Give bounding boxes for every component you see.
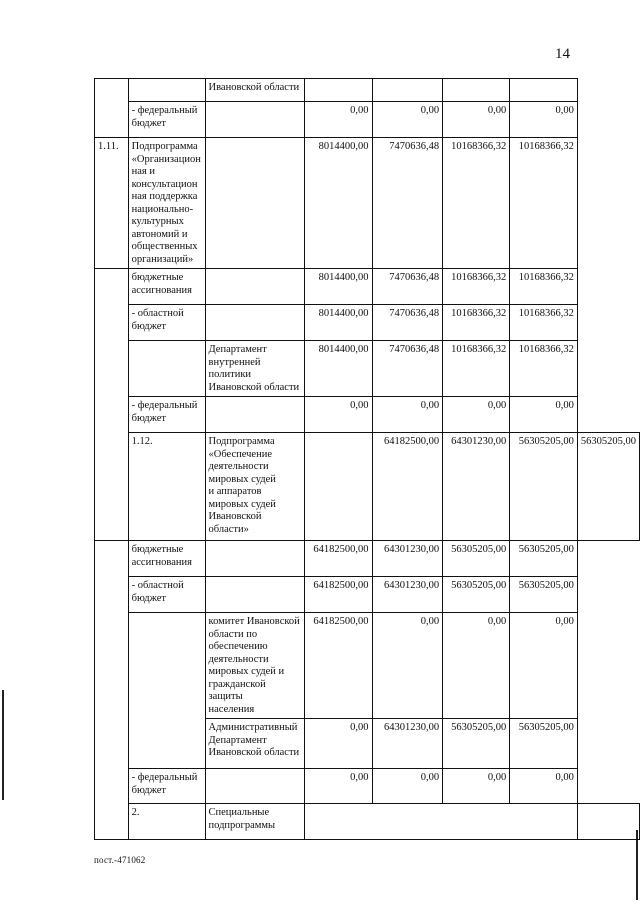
row-responsible-cell [205,102,304,138]
value-cell: 0,00 [443,397,510,433]
value-cell: 0,00 [372,102,443,138]
value-cell: 0,00 [510,769,578,804]
value-cell: 7470636,48 [372,341,443,397]
row-responsible-cell: Ивановской области [205,79,304,102]
value-cell: 64182500,00 [304,577,372,613]
value-cell: 8014400,00 [304,269,372,305]
value-cell: 7470636,48 [372,305,443,341]
value-cell: 56305205,00 [443,719,510,769]
row-name-cell: - областной бюджет [128,305,205,341]
value-cell: 56305205,00 [443,577,510,613]
row-name-cell: - федеральный бюджет [128,397,205,433]
budget-table [94,78,640,840]
row-code-cell [95,79,129,138]
value-cell: 10168366,32 [443,305,510,341]
value-cell: 0,00 [304,397,372,433]
value-cell: 64301230,00 [372,719,443,769]
table-row [95,541,640,577]
value-cell: 10168366,32 [443,269,510,305]
row-name-cell: - федеральный бюджет [128,769,205,804]
row-name-cell [128,79,205,102]
table-row [95,102,640,138]
row-responsible-cell [205,138,304,269]
value-cell: 64301230,00 [443,433,510,541]
table-row [95,804,640,840]
row-name-cell [128,341,205,397]
row-name-cell: Подпрограмма «Обеспечение деятельности мировых судей и аппаратов мировых судей Ивановской области» [205,433,304,541]
table-row [95,79,640,102]
table-row [95,138,640,269]
row-responsible-cell: Административный Департамент Ивановской области [205,719,304,769]
value-cell: 0,00 [304,102,372,138]
value-cell: 56305205,00 [510,433,578,541]
value-cell: 7470636,48 [372,138,443,269]
value-cell [443,79,510,102]
row-name-cell: бюджетные ассигнования [128,269,205,305]
value-cell: 10168366,32 [443,138,510,269]
value-cell: 0,00 [510,397,578,433]
row-name-cell [128,613,205,769]
value-cell: 10168366,32 [510,341,578,397]
row-responsible-cell [205,397,304,433]
value-cell: 7470636,48 [372,269,443,305]
value-cell: 8014400,00 [304,341,372,397]
value-cell: 56305205,00 [577,433,639,541]
row-code-cell: 1.11. [95,138,129,269]
value-cell: 56305205,00 [510,577,578,613]
value-cell: 8014400,00 [304,138,372,269]
value-cell: 56305205,00 [443,541,510,577]
scan-mark-right [636,830,638,900]
value-cell [577,804,639,840]
value-cell [510,79,578,102]
row-name-cell: Специальные подпрограммы [205,804,304,840]
row-responsible-cell [205,305,304,341]
row-name-cell: Подпрограмма «Организацион ная и консультацион ная поддержка национально- культурных автономий и общественных организаций» [128,138,205,269]
row-empty-cell [304,804,577,840]
value-cell: 56305205,00 [510,541,578,577]
row-responsible-cell [205,269,304,305]
value-cell: 64301230,00 [372,577,443,613]
value-cell: 10168366,32 [510,269,578,305]
row-name-cell: - областной бюджет [128,577,205,613]
value-cell: 0,00 [372,613,443,719]
row-responsible-cell [205,541,304,577]
value-cell: 0,00 [372,397,443,433]
value-cell: 0,00 [510,102,578,138]
row-responsible-cell [304,433,372,541]
row-responsible-cell [205,577,304,613]
row-name-cell: - федеральный бюджет [128,102,205,138]
scan-mark-left [2,690,4,800]
value-cell [304,79,372,102]
document-footer: пост.-471062 [94,855,146,865]
value-cell: 0,00 [443,613,510,719]
row-name-cell: бюджетные ассигнования [128,541,205,577]
value-cell: 10168366,32 [510,138,578,269]
table-row [95,397,640,433]
row-responsible-cell: Департамент внутренней политики Ивановской области [205,341,304,397]
value-cell: 0,00 [510,613,578,719]
row-code-cell [95,541,129,840]
table-row [95,577,640,613]
row-code-cell [95,269,129,541]
value-cell [372,79,443,102]
value-cell: 8014400,00 [304,305,372,341]
value-cell: 56305205,00 [510,719,578,769]
table-row [95,769,640,804]
value-cell: 64182500,00 [304,613,372,719]
table-row [95,269,640,305]
row-code-cell: 2. [128,804,205,840]
table-row [95,613,640,719]
value-cell: 10168366,32 [443,341,510,397]
value-cell: 0,00 [304,719,372,769]
value-cell: 10168366,32 [510,305,578,341]
row-code-cell: 1.12. [128,433,205,541]
page-number: 14 [555,46,570,62]
table-row [95,433,640,541]
value-cell: 0,00 [372,769,443,804]
value-cell: 0,00 [443,102,510,138]
value-cell: 64301230,00 [372,541,443,577]
row-responsible-cell: комитет Ивановской области по обеспечению деятельности мировых судей и гражданской защиты населения [205,613,304,719]
value-cell: 64182500,00 [304,541,372,577]
value-cell: 0,00 [443,769,510,804]
table-row [95,341,640,397]
row-responsible-cell [205,769,304,804]
value-cell: 64182500,00 [372,433,443,541]
table-row [95,305,640,341]
value-cell: 0,00 [304,769,372,804]
